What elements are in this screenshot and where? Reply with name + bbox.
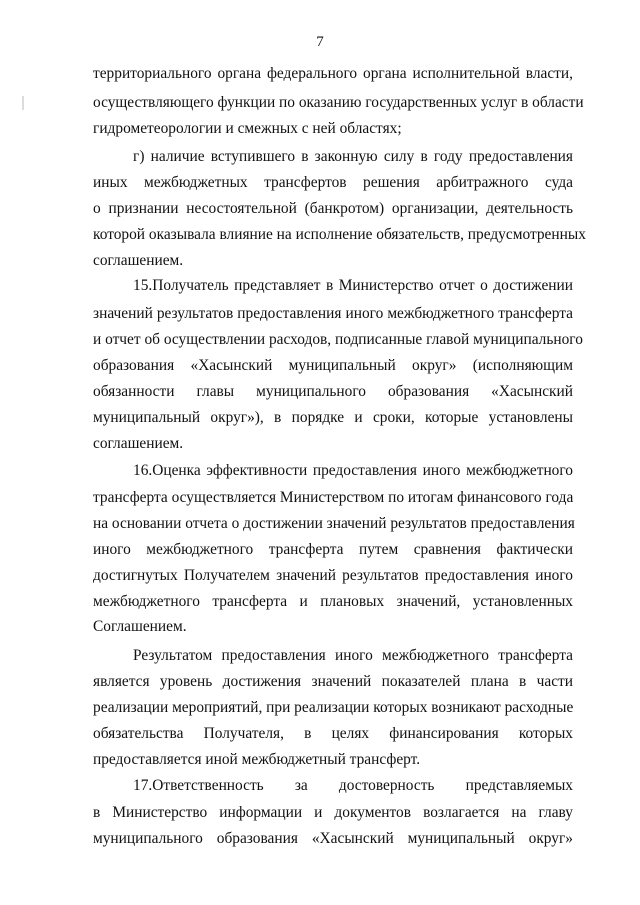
text-line: обязательства Получателя, в целях финансирования которых bbox=[93, 725, 573, 742]
text-line: в Министерство информации и документов возлагается на главу bbox=[93, 804, 573, 821]
text-line: Результатом предоставления иного межбюджетного трансферта bbox=[133, 647, 573, 664]
text-line: является уровень достижения значений показателей плана в части bbox=[93, 673, 573, 690]
text-line: муниципальный округ»), в порядке и сроки, которые установлены bbox=[93, 409, 573, 426]
page-number: 7 bbox=[316, 34, 324, 50]
text-line: на основании отчета о достижении значений результатов предоставления bbox=[93, 515, 575, 532]
text-line: Соглашением. bbox=[93, 618, 187, 635]
text-line: 17.Ответственность за достоверность представляемых bbox=[133, 777, 573, 794]
text-line: 16.Оценка эффективности предоставления иного межбюджетного bbox=[133, 462, 573, 479]
text-line: и отчет об осуществлении расходов, подписанные главой муниципального bbox=[93, 331, 583, 348]
text-line: о признании несостоятельной (банкротом) организации, деятельность bbox=[93, 200, 573, 217]
text-line: обязанности главы муниципального образования «Хасынский bbox=[93, 383, 573, 400]
text-line: гидрометеорологии и смежных с ней областях; bbox=[93, 120, 402, 137]
text-line: образования «Хасынский муниципальный округ» (исполняющим bbox=[93, 357, 573, 374]
text-line: муниципального образования «Хасынский муниципальный округ» bbox=[93, 830, 573, 847]
text-line: межбюджетного трансферта и плановых значений, установленных bbox=[93, 593, 573, 610]
text-line: предоставляется иной межбюджетный трансферт. bbox=[93, 751, 421, 768]
text-line: которой оказывала влияние на исполнение обязательств, предусмотренных bbox=[93, 226, 586, 243]
text-line: г) наличие вступившего в законную силу в году предоставления bbox=[133, 148, 573, 165]
text-line: реализации мероприятий, при реализации которых возникают расходные bbox=[93, 699, 574, 716]
margin-mark bbox=[22, 96, 24, 110]
text-line: трансферта осуществляется Министерством по итогам финансового года bbox=[93, 489, 574, 506]
text-line: достигнутых Получателем значений результатов предоставления иного bbox=[93, 567, 573, 584]
text-line: иных межбюджетных трансфертов решения арбитражного суда bbox=[93, 174, 573, 191]
text-line: 15.Получатель представляет в Министерство отчет о достижении bbox=[133, 277, 573, 294]
text-line: осуществляющего функции по оказанию государственных услуг в области bbox=[93, 94, 584, 111]
text-line: соглашением. bbox=[93, 252, 184, 269]
text-line: соглашением. bbox=[93, 435, 184, 452]
text-line: значений результатов предоставления иного межбюджетного трансферта bbox=[93, 305, 573, 322]
text-line: иного межбюджетного трансферта путем сравнения фактически bbox=[93, 541, 573, 558]
text-line: территориального органа федерального органа исполнительной власти, bbox=[93, 65, 573, 82]
